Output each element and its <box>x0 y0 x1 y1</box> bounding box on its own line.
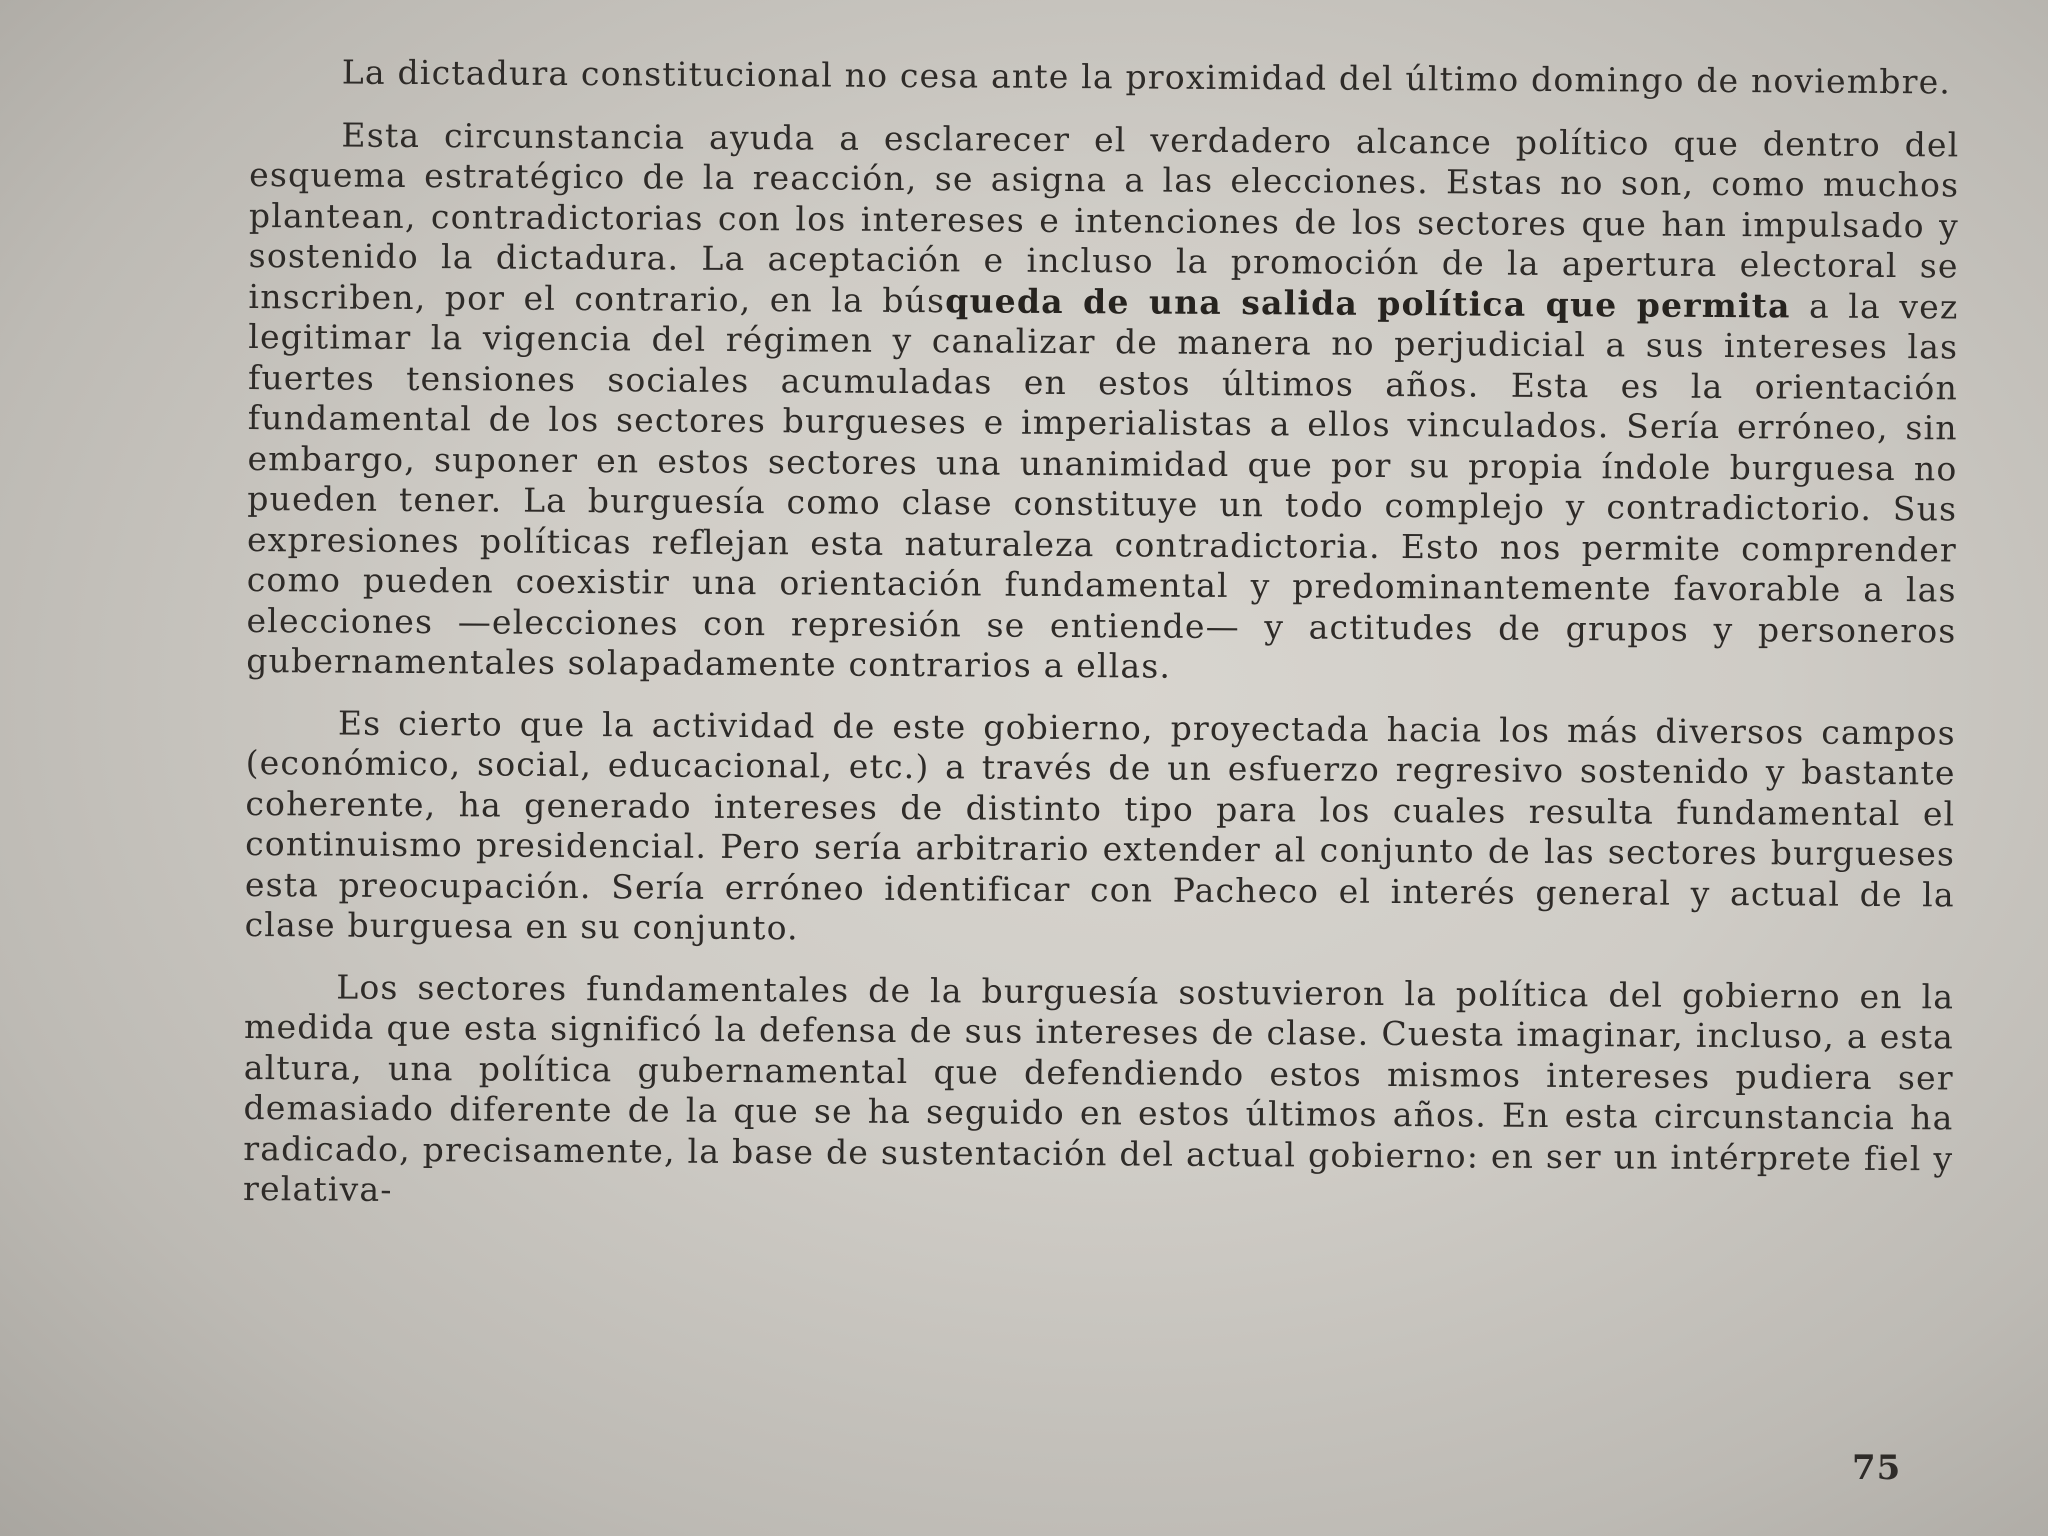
paragraph-2-text-start: Esta circunstancia ayuda a esclarecer el verdadero alcance político que dentro del esquema estratégico de la reacción, se asigna a las elecciones. Estas no son, como muchos plantean, contradictorias con los intereses e intenciones de los sectores que han impulsado y sostenido la dictadura. La aceptación e incluso la promoción de la apertura electoral se inscriben, por el contrario, en la bús <box>248 115 1960 320</box>
paragraph-4: Los sectores fundamentales de la burguesía sostuvieron la política del gobierno en la medida que esta significó la defensa de sus intereses de clase. Cuesta imaginar, incluso, a esta altura, una política gubernamental que defendiendo estos mismos intereses pudiera ser demasiado diferente de la que se ha seguido en estos últimos años. En esta circunstancia ha radicado, precisamente, la base de sustentación del actual gobierno: en ser un intérprete fiel y relativa- <box>242 967 1955 1209</box>
paragraph-2 <box>246 114 1959 691</box>
paragraph-2-text-end: a la vez legitimar la vigencia del régimen y canalizar de manera no perjudicial a sus intereses las fuertes tensiones sociales acumuladas en estos últimos años. Esta es la orientación fundamental de los sectores burgueses e imperialistas a ellos vinculados. Sería erróneo, sin embargo, suponer en estos sectores una unanimidad que por su propia índole burguesa no pueden tener. La burguesía como clase constituye un todo complejo y contradictorio. Sus expresiones políticas reflejan esta naturaleza contradictoria. Esto nos permite comprender como pueden coexistir una orientación fundamental y predominantemente favorable a las elecciones —elecciones con represión se entiende— y actitudes de grupos y personeros gubernamentales solapadamente contrarios a ellas. <box>246 285 1959 686</box>
paragraph-3: Es cierto que la actividad de este gobierno, proyectada hacia los más diversos campos (económico, social, educacional, etc.) a través de un esfuerzo regresivo sostenido y bastante coherente, ha generado intereses de distinto tipo para los cuales resulta fundamental el continuismo presidencial. Pero sería arbitrario extender al conjunto de las sectores burgueses esta preocupación. Sería erróneo identificar con Pacheco el interés general y actual de la clase burguesa en su conjunto. <box>244 703 1956 948</box>
page-number: 75 <box>1852 1448 1902 1488</box>
paragraph-2-bold-phrase: queda de una salida política que permita <box>945 280 1791 325</box>
paragraph-1: La dictadura constitucional no cesa ante la proximidad del último domingo de noviembre. <box>341 52 1952 102</box>
page-text-body <box>243 52 1960 1241</box>
